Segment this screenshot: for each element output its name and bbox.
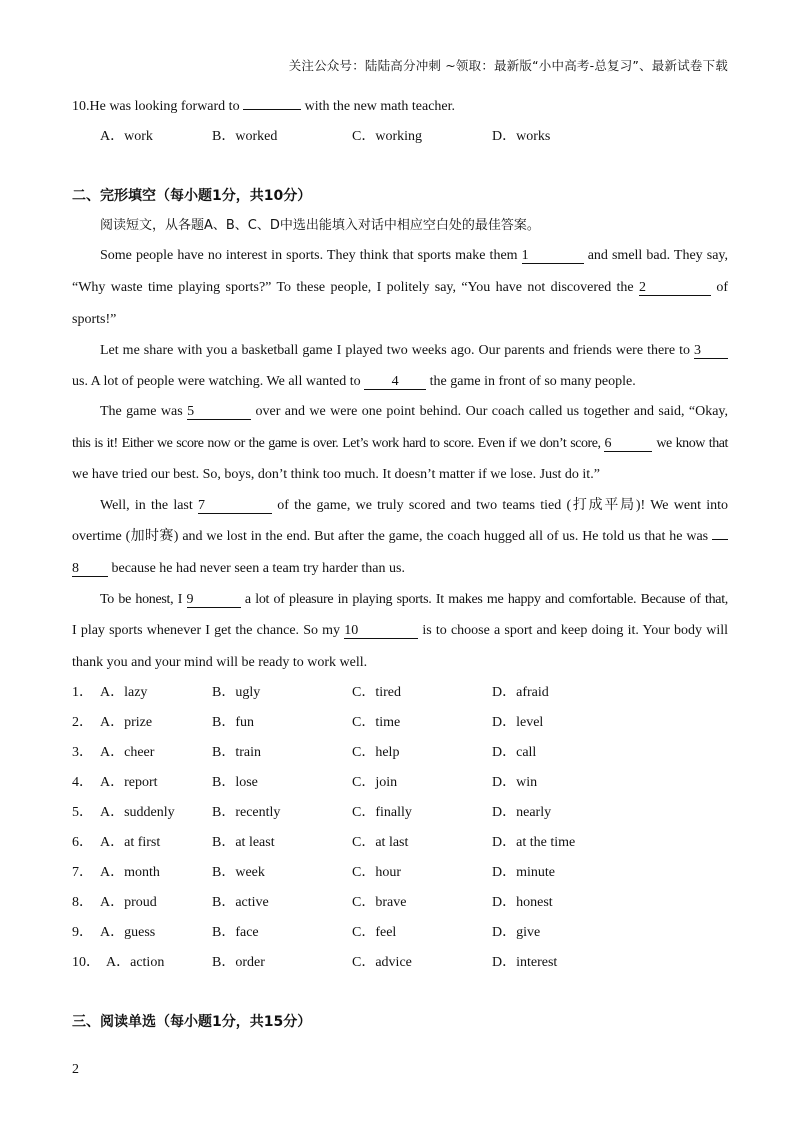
page-number: 2 [72, 1062, 79, 1077]
choice-10-c: C．advice [352, 955, 412, 970]
choice-10-number: 10． [72, 955, 100, 970]
blank-10: 10 [344, 623, 418, 639]
passage-text: I play sports whenever I get the chance. So my [72, 623, 345, 638]
choice-8-d: D．honest [492, 895, 553, 910]
choice-9-number: 9． [72, 925, 93, 940]
blank-9: 9 [187, 592, 241, 608]
passage-p5-line1 [72, 590, 728, 610]
passage-p1-line1 [72, 246, 728, 266]
passage-p3-line3: we have tried our best. So, boys, don’t think too much. It doesn’t matter if we lose. Just do it.” [72, 467, 600, 482]
choice-7-d: D．minute [492, 865, 555, 880]
choice-9-a: A．guess [100, 925, 156, 940]
blank-3: 3 [694, 343, 728, 359]
choice-4-number: 4． [72, 775, 93, 790]
passage-p4-line2 [72, 527, 728, 547]
choice-5-a: A．suddenly [100, 805, 175, 820]
choice-5-number: 5． [72, 805, 93, 820]
choice-10-a: A．action [106, 955, 165, 970]
passage-p1-line2 [72, 278, 728, 298]
choice-3-number: 3． [72, 745, 93, 760]
passage-text: and smell bad. They say, [583, 248, 728, 263]
blank-2: 2 [639, 280, 711, 296]
passage-text: because he had never seen a team try harder than us. [108, 561, 405, 576]
choice-6-c: C．at last [352, 835, 409, 850]
passage-text: overtime (加时赛) and we lost in the end. But after the game, the coach hugged all of us. He told us that he was [72, 529, 712, 544]
passage-p4-line1 [72, 496, 728, 516]
q10-option-b: B．worked [212, 129, 278, 144]
passage-p1-line3: sports!” [72, 312, 117, 327]
choice-7-a: A．month [100, 865, 160, 880]
choice-2-a: A．prize [100, 715, 153, 730]
choice-1-b: B．ugly [212, 685, 261, 700]
choice-8-number: 8． [72, 895, 93, 910]
choice-4-c: C．join [352, 775, 398, 790]
choice-8-b: B．active [212, 895, 269, 910]
choice-7-c: C．hour [352, 865, 401, 880]
passage-text: of [711, 280, 728, 295]
choice-3-b: B．train [212, 745, 261, 760]
choice-8-c: C．brave [352, 895, 407, 910]
choice-1-number: 1． [72, 685, 93, 700]
choice-10-d: D．interest [492, 955, 558, 970]
choice-3-a: A．cheer [100, 745, 155, 760]
choice-1-d: D．afraid [492, 685, 549, 700]
passage-p2-line2 [72, 372, 728, 392]
choice-2-c: C．time [352, 715, 401, 730]
passage-text: Some people have no interest in sports. They think that sports make them [100, 248, 522, 263]
passage-text: we know that [652, 436, 728, 451]
choice-1-a: A．lazy [100, 685, 148, 700]
passage-text: us. A lot of people were watching. We all wanted to [72, 374, 365, 389]
choice-6-number: 6． [72, 835, 93, 850]
choice-2-number: 2． [72, 715, 93, 730]
passage-p4-line3 [72, 559, 728, 579]
passage-text: “Why waste time playing sports?” To these people, I politely say, “You have not discovered the [72, 280, 639, 295]
choice-6-a: A．at first [100, 835, 161, 850]
passage-text: a lot of pleasure in playing sports. It makes me happy and comfortable. Because of that, [240, 592, 729, 607]
passage-p5-line3: thank you and your mind will be ready to work well. [72, 655, 368, 670]
choice-9-c: C．feel [352, 925, 397, 940]
blank-1: 1 [522, 248, 584, 264]
blank-8-start [712, 539, 728, 540]
choice-4-b: B．lose [212, 775, 258, 790]
choice-1-c: C．tired [352, 685, 401, 700]
passage-text: The game was [100, 404, 188, 419]
choice-6-d: D．at the time [492, 835, 576, 850]
choice-3-c: C．help [352, 745, 400, 760]
blank-6: 6 [604, 436, 652, 452]
passage-text: To be honest, I [100, 592, 187, 607]
choice-3-d: D．call [492, 745, 537, 760]
choice-7-number: 7． [72, 865, 93, 880]
question-10-blank [243, 109, 301, 110]
choice-2-b: B．fun [212, 715, 254, 730]
choice-9-b: B．face [212, 925, 259, 940]
choice-4-d: D．win [492, 775, 538, 790]
choice-2-d: D．level [492, 715, 544, 730]
passage-text: is to choose a sport and keep doing it. Your body will [418, 623, 728, 638]
choice-10-b: B．order [212, 955, 265, 970]
section-2-instruction: 阅读短文，从各题A、B、C、D中选出能填入对话中相应空白处的最佳答案。 [100, 218, 540, 233]
passage-text: over and we were one point behind. Our coach called us together and said, “Okay, [251, 404, 728, 419]
choice-5-b: B．recently [212, 805, 281, 820]
passage-p3-line1 [72, 402, 728, 422]
blank-7: 7 [198, 498, 272, 514]
choice-8-a: A．proud [100, 895, 157, 910]
q10-option-a: A．work [100, 129, 153, 144]
choice-4-a: A．report [100, 775, 158, 790]
q10-option-c: C．working [352, 129, 422, 144]
passage-p3-line2 [72, 434, 728, 454]
section-3-title: 三、阅读单选（每小题1分，共15分） [72, 1014, 312, 1030]
passage-text: Well, in the last [100, 498, 199, 513]
page-header: 关注公众号：陆陆高分冲刺 ~领取：最新版“小中高考-总复习”、最新试卷下载 [288, 58, 728, 73]
blank-4: 4 [364, 374, 426, 390]
blank-5: 5 [187, 404, 251, 420]
blank-8: 8 [72, 561, 108, 577]
section-2-title: 二、完形填空（每小题1分，共10分） [72, 188, 312, 204]
passage-text: the game in front of so many people. [426, 374, 636, 389]
q10-option-d: D．works [492, 129, 551, 144]
choice-9-d: D．give [492, 925, 541, 940]
question-10-text-post: with the new math teacher. [301, 99, 456, 114]
choice-6-b: B．at least [212, 835, 275, 850]
question-10 [72, 97, 728, 117]
choice-5-d: D．nearly [492, 805, 552, 820]
choice-7-b: B．week [212, 865, 265, 880]
passage-text: of the game, we truly scored and two teams tied (打成平局)! We went into [272, 498, 728, 513]
passage-text: this is it! Either we score now or the game is over. Let’s work hard to score. Even if we don’t score, [72, 436, 605, 451]
question-10-text-pre: 10.He was looking forward to [72, 99, 244, 114]
choice-5-c: C．finally [352, 805, 412, 820]
passage-p5-line2 [72, 621, 728, 641]
passage-p2-line1 [72, 341, 728, 361]
passage-text: Let me share with you a basketball game I played two weeks ago. Our parents and friends were there to [100, 343, 694, 358]
